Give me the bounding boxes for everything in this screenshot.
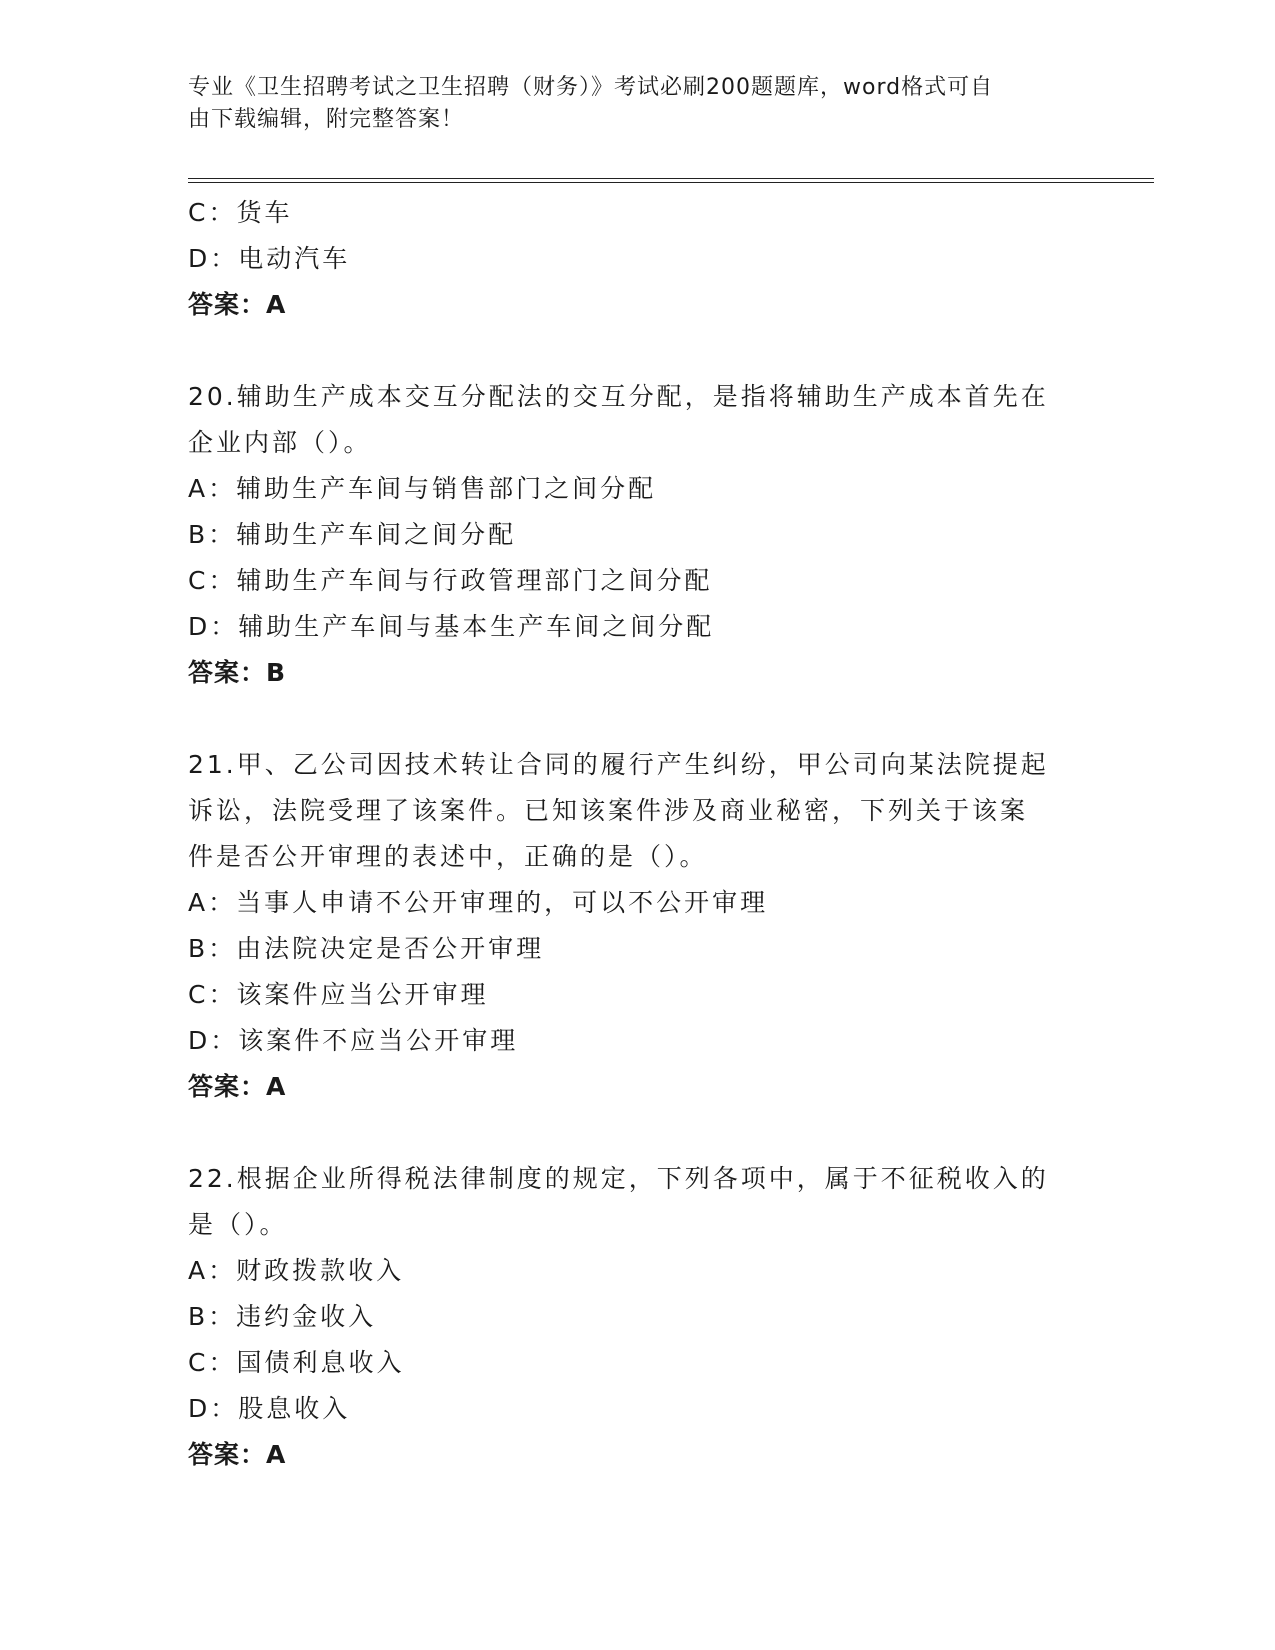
question-stem-line: 22.根据企业所得税法律制度的规定，下列各项中，属于不征税收入的 [188,1164,1049,1193]
option-d: D：股息收入 [188,1394,351,1423]
answer: 答案：A [188,1440,287,1469]
prev-option-c: C：货车 [188,198,293,227]
header-divider [188,178,1154,183]
option-b: B：由法院决定是否公开审理 [188,934,545,963]
question-21 [188,742,1088,1110]
question-stem-line: 20.辅助生产成本交互分配法的交互分配，是指将辅助生产成本首先在 [188,382,1049,411]
question-stem-line: 是（）。 [188,1210,288,1239]
option-d: D：该案件不应当公开审理 [188,1026,519,1055]
question-20 [188,374,1088,696]
header-line-1: 专业《卫生招聘考试之卫生招聘（财务）》考试必刷200题题库，word格式可自 [188,75,994,100]
spacer [188,1110,1088,1156]
prev-answer: 答案：A [188,290,287,319]
option-a: A：辅助生产车间与销售部门之间分配 [188,474,657,503]
document-header [188,72,1068,136]
question-stem-line: 企业内部（）。 [188,428,372,457]
option-a: A：财政拨款收入 [188,1256,405,1285]
question-stem-line: 21.甲、乙公司因技术转让合同的履行产生纠纷，甲公司向某法院提起 [188,750,1049,779]
prev-option-d: D：电动汽车 [188,244,351,273]
option-b: B：辅助生产车间之间分配 [188,520,517,549]
option-c: C：该案件应当公开审理 [188,980,489,1009]
question-stem-line: 件是否公开审理的表述中，正确的是（）。 [188,842,708,871]
option-c: C：辅助生产车间与行政管理部门之间分配 [188,566,713,595]
option-b: B：违约金收入 [188,1302,377,1331]
spacer [188,696,1088,742]
answer: 答案：A [188,1072,287,1101]
question-22 [188,1156,1088,1478]
option-a: A：当事人申请不公开审理的，可以不公开审理 [188,888,769,917]
spacer [188,328,1088,374]
option-c: C：国债利息收入 [188,1348,405,1377]
option-d: D：辅助生产车间与基本生产车间之间分配 [188,612,715,641]
question-list [188,190,1088,1478]
header-line-2: 由下载编辑，附完整答案！ [188,107,465,132]
question-stem-line: 诉讼，法院受理了该案件。已知该案件涉及商业秘密，下列关于该案 [188,796,1029,825]
answer: 答案：B [188,658,287,687]
